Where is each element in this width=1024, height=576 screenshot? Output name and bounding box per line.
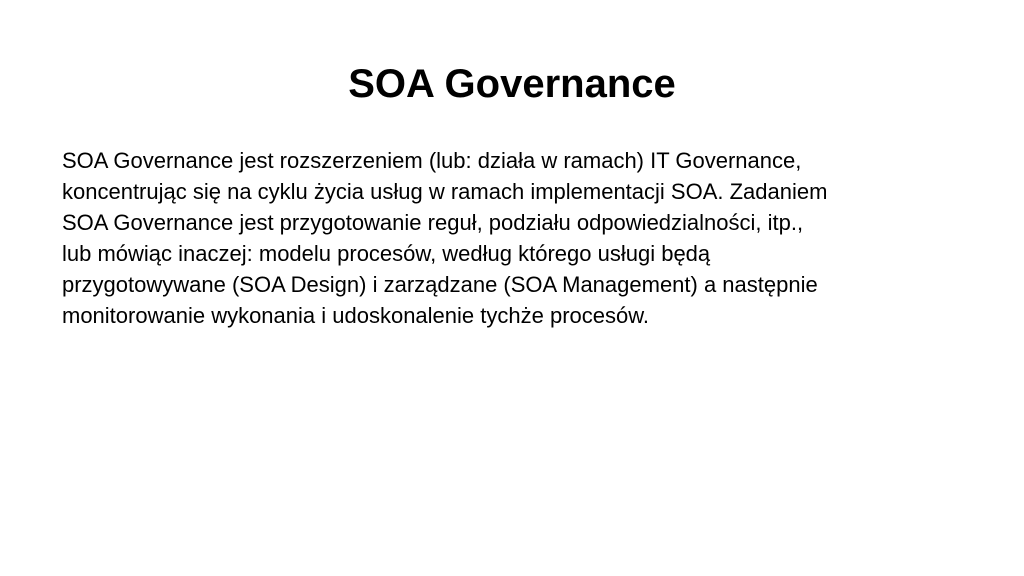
body-line: SOA Governance jest rozszerzeniem (lub: działa w ramach) IT Governance, (62, 148, 802, 173)
slide-title: SOA Governance (348, 62, 676, 106)
body-line: przygotowywane (SOA Design) i zarządzane (SOA Management) a następnie (62, 272, 818, 297)
body-line: SOA Governance jest przygotowanie reguł, podziału odpowiedzialności, itp., (62, 210, 804, 235)
body-line: koncentrując się na cyklu życia usług w ramach implementacji SOA. Zadaniem (62, 179, 828, 204)
slide-body-text (62, 145, 982, 331)
body-line: lub mówiąc inaczej: modelu procesów, według którego usługi będą (62, 241, 711, 266)
body-line: monitorowanie wykonania i udoskonalenie tychże procesów. (62, 303, 650, 328)
